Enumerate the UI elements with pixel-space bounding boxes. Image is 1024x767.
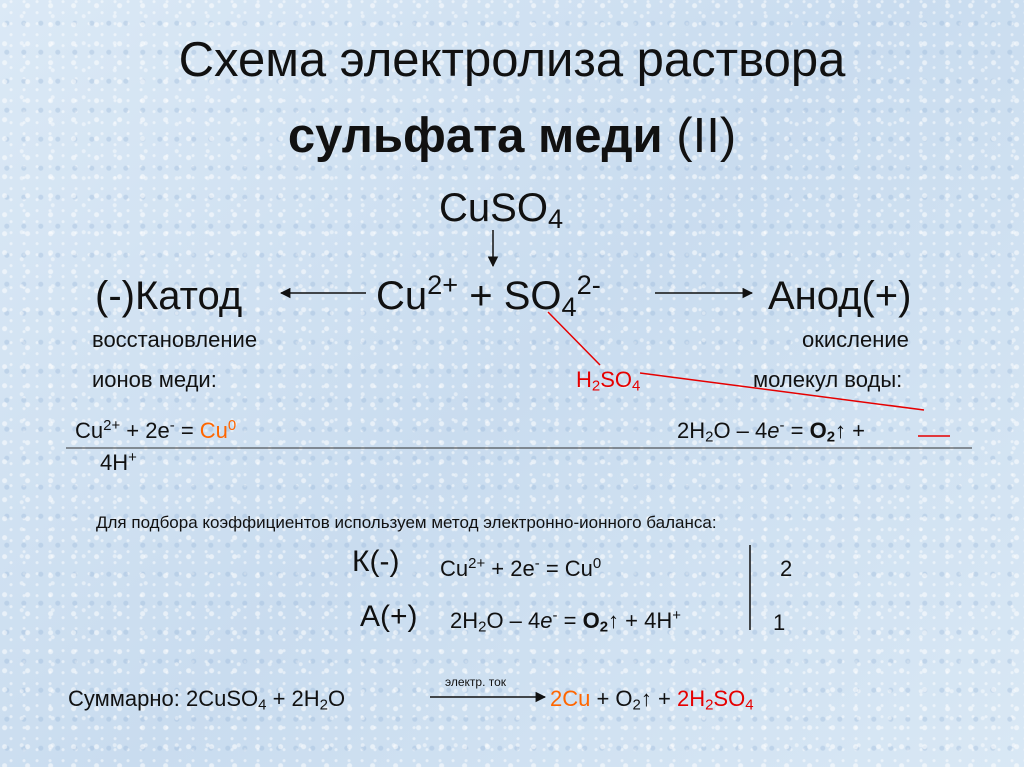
sum-water: + 2H xyxy=(266,686,320,711)
ba-gas-arrow-icon: ↑ xyxy=(608,608,620,633)
an-e-sup: - xyxy=(779,416,785,434)
eq-equals: = xyxy=(174,418,200,443)
bk-product: = Cu xyxy=(539,556,593,581)
sum-o: O xyxy=(327,686,346,711)
bk-electrons: + 2e xyxy=(485,556,535,581)
ions-formula xyxy=(376,269,601,322)
eq-cu: Cu xyxy=(75,418,104,443)
balance-anode-eq xyxy=(450,608,681,634)
eq-cu-charge: 2+ xyxy=(103,416,121,434)
cathode-desc-2: ионов меди: xyxy=(92,367,217,392)
ba-protons-sup: + xyxy=(672,606,681,624)
cathode-desc-1: восстановление xyxy=(92,327,258,352)
title-line-1: Схема электролиза раствора xyxy=(178,33,846,87)
cathode-label: (-)Катод xyxy=(95,274,243,318)
an-e: e xyxy=(767,418,780,443)
acid-h-sub: 2 xyxy=(591,377,601,395)
so-charge: 2- xyxy=(576,269,601,301)
acid-h: H xyxy=(576,367,592,392)
sum-s4: 2 xyxy=(705,696,714,714)
sum-s5: 4 xyxy=(745,696,754,714)
so-sub: 4 xyxy=(561,290,577,322)
balance-cathode-eq xyxy=(440,556,601,582)
sum-plus: + xyxy=(651,686,677,711)
ba-o: O – 4 xyxy=(486,608,541,633)
gas-arrow-icon: ↑ xyxy=(835,418,847,443)
ba-h: 2H xyxy=(450,608,479,633)
balance-anode-label: А(+) xyxy=(360,600,418,633)
balance-cathode-coef: 2 xyxy=(780,556,793,581)
an-oxygen-sub: 2 xyxy=(826,428,836,446)
ba-oxygen-sub: 2 xyxy=(599,618,609,636)
proton-text: 4H xyxy=(100,450,129,475)
eq-product: Cu xyxy=(199,418,228,443)
summary-reactants xyxy=(68,686,345,712)
anode-equation xyxy=(677,418,865,444)
an-oxygen: O xyxy=(809,418,827,443)
an-h-sub: 2 xyxy=(705,428,714,446)
balance-anode-coef: 1 xyxy=(773,610,786,635)
current-label: электр. ток xyxy=(445,675,507,689)
anode-desc-1: окисление xyxy=(802,327,909,352)
anode-desc-2: молекул воды: xyxy=(753,367,903,392)
an-o: O – 4 xyxy=(713,418,768,443)
eq-e-sup: - xyxy=(169,416,175,434)
balance-cathode-label: К(-) xyxy=(352,545,400,578)
sum-s1: 4 xyxy=(258,696,267,714)
ba-oxygen: O xyxy=(582,608,600,633)
sulfuric-acid xyxy=(576,367,640,393)
sum-s3: 2 xyxy=(632,696,641,714)
proton-continuation xyxy=(100,450,137,476)
an-plus: + xyxy=(846,418,865,443)
salt-sub: 4 xyxy=(547,202,564,234)
ba-e-sup: - xyxy=(552,606,558,624)
bk-cu: Cu xyxy=(440,556,469,581)
ions-plus: + xyxy=(458,274,504,318)
sum-copper: 2Cu xyxy=(550,686,591,711)
proton-sup: + xyxy=(128,448,137,466)
cu-ion: Cu xyxy=(376,274,428,318)
bk-e-sup: - xyxy=(534,554,540,572)
so-ion: SO xyxy=(503,274,562,318)
sum-acid-so: SO xyxy=(713,686,746,711)
title-bold: сульфата меди xyxy=(287,109,663,163)
bk-product-sup: 0 xyxy=(592,554,602,572)
acid-so: SO xyxy=(600,367,633,392)
eq-product-sup: 0 xyxy=(227,416,237,434)
sum-label: Суммарно: 2CuSO xyxy=(68,686,259,711)
salt-text: CuSO xyxy=(439,186,548,230)
ba-protons: + 4H xyxy=(619,608,673,633)
ba-equals: = xyxy=(557,608,583,633)
anode-label: Анод(+) xyxy=(768,274,912,318)
sum-oxygen: + O xyxy=(590,686,633,711)
ba-e: e xyxy=(540,608,553,633)
ba-h-sub: 2 xyxy=(478,618,487,636)
sum-gas-arrow-icon: ↑ xyxy=(640,686,652,711)
summary-products xyxy=(550,686,754,712)
an-equals: = xyxy=(784,418,810,443)
sum-s2: 2 xyxy=(319,696,328,714)
method-note: Для подбора коэффициентов используем метод электронно-ионного баланса: xyxy=(96,513,717,532)
cu-charge: 2+ xyxy=(427,269,459,301)
cathode-equation xyxy=(75,418,236,444)
sum-acid-h: 2H xyxy=(676,686,706,711)
an-h: 2H xyxy=(677,418,706,443)
eq-electrons: + 2e xyxy=(120,418,170,443)
acid-so-sub: 4 xyxy=(632,377,641,395)
title-rest: (II) xyxy=(662,109,737,163)
bk-charge: 2+ xyxy=(468,554,486,572)
